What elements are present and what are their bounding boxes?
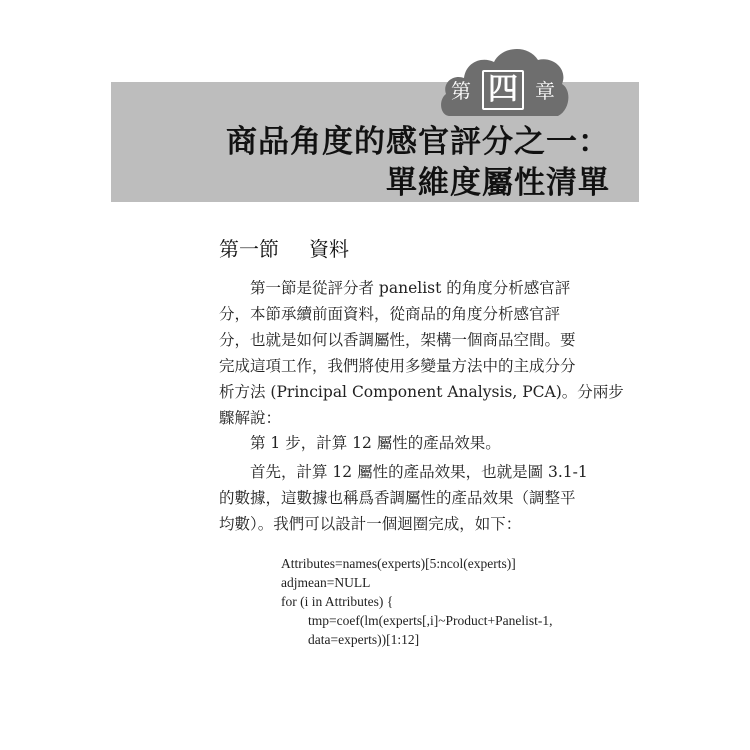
section-label: 第一節 bbox=[219, 237, 279, 261]
paragraph-step-1 bbox=[219, 430, 579, 456]
text-line: 第一節是從評分者 panelist 的角度分析感官評 bbox=[250, 279, 571, 297]
text-line: 完成這項工作，我們將使用多變量方法中的主成分分 bbox=[219, 357, 576, 375]
chapter-badge bbox=[436, 40, 572, 116]
chapter-suffix: 章 bbox=[535, 79, 555, 103]
text-line: 驟解說： bbox=[219, 409, 282, 427]
chapter-number: 四 bbox=[488, 72, 518, 107]
text-line: 首先，計算 12 屬性的產品效果，也就是圖 3.1-1 bbox=[250, 463, 588, 481]
code-line: tmp=coef(lm(experts[,i]~Product+Panelist-1, bbox=[308, 613, 553, 628]
paragraph-intro bbox=[219, 275, 624, 431]
text-line: 分，本節承續前面資料，從商品的角度分析感官評 bbox=[219, 305, 561, 323]
code-line: for (i in Attributes) { bbox=[281, 594, 394, 609]
text-line: 第 1 步，計算 12 屬性的產品效果。 bbox=[250, 434, 501, 452]
chapter-prefix: 第 bbox=[451, 79, 471, 103]
text-line: 均數）。我們可以設計一個迴圈完成，如下： bbox=[219, 515, 522, 533]
paragraph-first bbox=[219, 459, 588, 537]
section-heading bbox=[219, 233, 349, 262]
text-line: 析方法 (Principal Component Analysis, PCA)。分兩步 bbox=[219, 383, 624, 401]
text-line: 的數據，這數據也稱爲香調屬性的產品效果（調整平 bbox=[219, 489, 576, 507]
text-line: 分，也就是如何以香調屬性，架構一個商品空間。要 bbox=[219, 331, 576, 349]
code-line: adjmean=NULL bbox=[281, 575, 371, 590]
code-line: Attributes=names(experts)[5:ncol(experts)] bbox=[281, 556, 516, 571]
code-line: data=experts))[1:12] bbox=[308, 632, 420, 647]
chapter-title-line-2: 單維度屬性清單 bbox=[386, 165, 610, 201]
chapter-title-line-1: 商品角度的感官評分之一： bbox=[226, 124, 610, 160]
code-block bbox=[281, 554, 552, 649]
section-name: 資料 bbox=[309, 237, 349, 261]
